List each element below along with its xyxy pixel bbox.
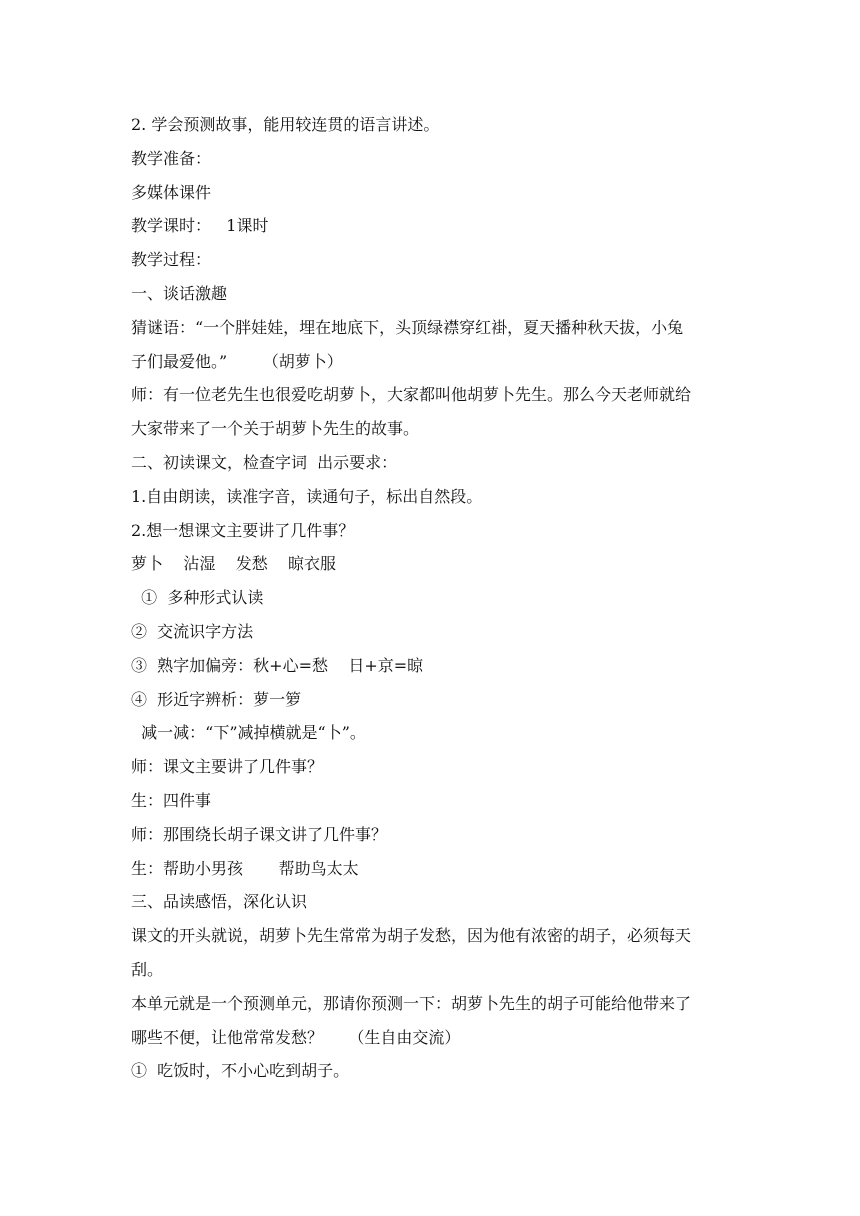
dialogue-line: 生：四件事 bbox=[131, 790, 212, 810]
paragraph-line: 本单元就是一个预测单元，那请你预测一下：胡萝卜先生的胡子可能给他带来了 bbox=[131, 993, 692, 1013]
paragraph-line: 哪些不便，让他常常发愁？ （生自由交流） bbox=[131, 1027, 461, 1047]
step-heading-2: 二、初读课文，检查字词 出示要求： bbox=[131, 452, 398, 472]
dialogue-line: 师：课文主要讲了几件事？ bbox=[131, 757, 324, 777]
requirement-2: 2.想一想课文主要讲了几件事？ bbox=[131, 520, 355, 540]
section-heading-process: 教学过程： bbox=[131, 250, 212, 270]
riddle-line-2: 子们最爱他。” （胡萝卜） bbox=[131, 351, 343, 371]
dialogue-line: 师：那围绕长胡子课文讲了几件事？ bbox=[131, 824, 388, 844]
dialogue-line: 生：帮助小男孩 帮助鸟太太 bbox=[131, 858, 359, 878]
paragraph-line: 刮。 bbox=[131, 959, 164, 979]
requirement-1: 1.自由朗读，读准字音，读通句子，标出自然段。 bbox=[131, 486, 483, 506]
step-heading-3: 三、品读感悟，深化认识 bbox=[131, 892, 308, 912]
list-item: ④ 形近字辨析：萝一箩 bbox=[131, 689, 302, 709]
list-item: ③ 熟字加偏旁：秋+心=愁 日+京=晾 bbox=[131, 655, 424, 675]
teacher-intro-line-1: 师：有一位老先生也很爱吃胡萝卜，大家都叫他胡萝卜先生。那么今天老师就给 bbox=[131, 385, 692, 405]
step-heading-1: 一、谈话激趣 bbox=[131, 283, 228, 303]
learning-goal-line: 2. 学会预测故事，能用较连贯的语言讲述。 bbox=[131, 115, 440, 134]
preparation-text: 多媒体课件 bbox=[131, 182, 212, 202]
section-heading-preparation: 教学准备： bbox=[131, 148, 212, 168]
paragraph-line: 课文的开头就说，胡萝卜先生常常为胡子发愁，因为他有浓密的胡子，必须每天 bbox=[131, 926, 692, 946]
list-item: ② 交流识字方法 bbox=[131, 621, 254, 641]
vocabulary-words: 萝卜 沾湿 发愁 晾衣服 bbox=[131, 554, 337, 574]
list-item: ① 吃饭时，不小心吃到胡子。 bbox=[131, 1061, 350, 1081]
list-item: ① 多种形式认读 bbox=[131, 588, 264, 608]
teacher-intro-line-2: 大家带来了一个关于胡萝卜先生的故事。 bbox=[131, 419, 420, 439]
riddle-line-1: 猜谜语：“一个胖娃娃，埋在地底下，头顶绿襟穿红褂，夏天播种秋天拔，小兔 bbox=[131, 317, 684, 337]
class-hours-line: 教学课时： 1课时 bbox=[131, 216, 269, 236]
subtract-note: 减一减：“下”减掉横就是“卜”。 bbox=[131, 723, 366, 743]
